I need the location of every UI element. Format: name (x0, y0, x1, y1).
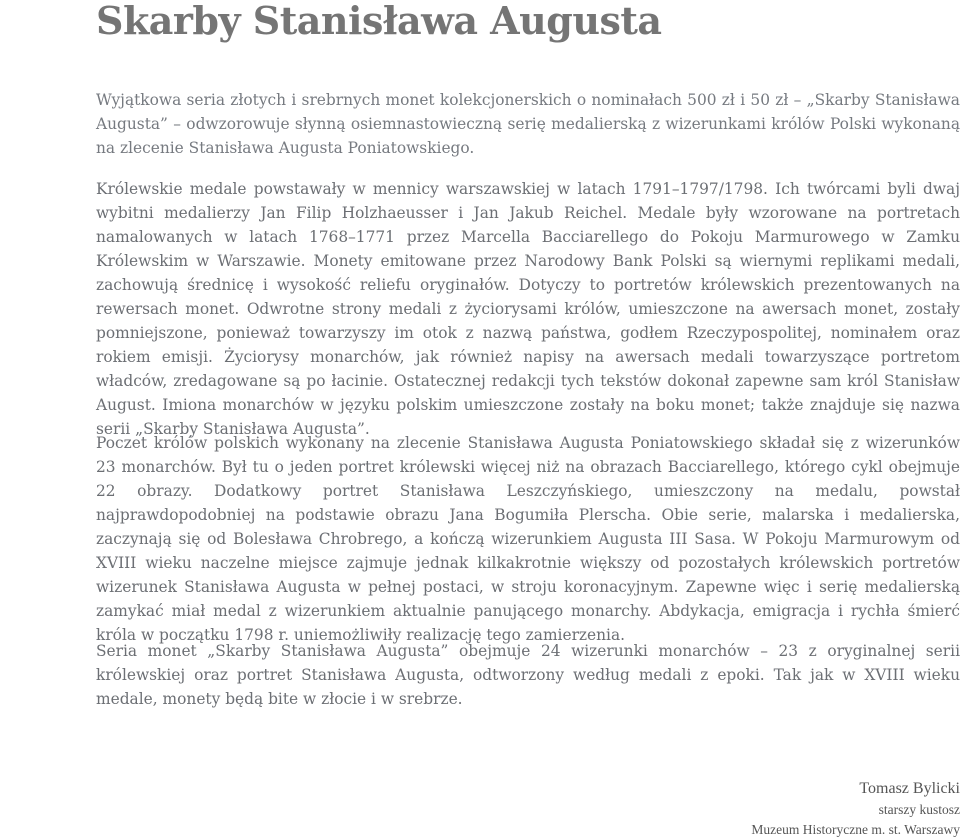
signature-block (751, 778, 960, 840)
paragraph-intro: Wyjątkowa seria złotych i srebrnych monet kolekcjonerskich o nominałach 500 zł i 50 zł – „Skarby Stanisława Augusta” – odwzorowuje słynną osiemnastowieczną serię medalierską z wizerunkami królów Polski wykonaną na zlecenie Stanisława Augusta Poniatowskiego. (96, 91, 960, 157)
signature-role: starszy kustosz (878, 802, 960, 817)
signature-organization: Muzeum Historyczne m. st. Warszawy (751, 822, 960, 837)
paragraph-royal-portraits: Poczet królów polskich wykonany na zlecenie Stanisława Augusta Poniatowskiego składał się z wizerunków 23 monarchów. Był tu o jeden portret królewski więcej niż na obrazach Bacciarellego, którego cykl obejmuje 22 obrazy. Dodatkowy portret Stanisława Leszczyńskiego, umieszczony na medalu, powstał najprawdopodobniej na podstawie obrazu Jana Bogumiła Plerscha. Obie serie, malarska i medalierska, zaczynają się od Bolesława Chrobrego, a kończą wizerunkiem Augusta III Sasa. W Pokoju Marmurowym od XVIII wieku naczelne miejsce zajmuje jednak kilkakrotnie większy od pozostałych królewskich portretów wizerunek Stanisława Augusta w pełnej postaci, w stroju koronacyjnym. Zapewne więc i serię medalierską zamykać miał medal z wizerunkiem aktualnie panującego monarchy. Abdykacja, emigracja i rychła śmierć króla w początku 1798 r. uniemożliwiły realizację tego zamierzenia. (96, 434, 960, 644)
signature-name: Tomasz Bylicki (859, 780, 960, 797)
paragraph-medals-history: Królewskie medale powstawały w mennicy warszawskiej w latach 1791–1797/1798. Ich twórcami byli dwaj wybitni medalierzy Jan Filip Holzhaeusser i Jan Jakub Reichel. Medale były wzorowane na portretach namalowanych w latach 1768–1771 przez Marcella Bacciarellego do Pokoju Marmurowego w Zamku Królewskim w Warszawie. Monety emitowane przez Narodowy Bank Polski są wiernymi replikami medali, zachowują średnicę i wysokość reliefu oryginałów. Dotyczy to portretów królewskich prezentowanych na rewersach monet. Odwrotne strony medali z życiorysami królów, umieszczone na awersach monet, zostały pomniejszone, ponieważ towarzyszy im otok z nazwą państwa, godłem Rzeczypospolitej, nominałem oraz rokiem emisji. Życiorysy monarchów, jak również napisy na awersach medali towarzyszące portretom władców, zredagowane są po łacinie. Ostatecznej redakcji tych tekstów dokonał zapewne sam król Stanisław August. Imiona monarchów w języku polskim umieszczone zostały na boku monet; także znajduje się nazwa serii „Skarby Stanisława Augusta”. (96, 180, 960, 438)
paragraph-coin-series: Seria monet „Skarby Stanisława Augusta” obejmuje 24 wizerunki monarchów – 23 z oryginalnej serii królewskiej oraz portret Stanisława Augusta, odtworzony według medali z epoki. Tak jak w XVIII wieku medale, monety będą bite w złocie i w srebrze. (96, 642, 960, 708)
page-title: Skarby Stanisława Augusta (96, 0, 662, 43)
